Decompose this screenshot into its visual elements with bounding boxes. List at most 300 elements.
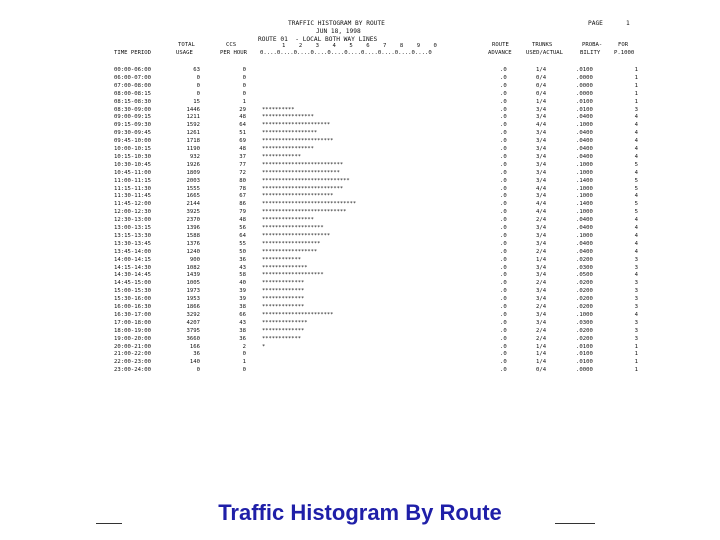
table-row <box>0 74 720 82</box>
cell-trunks: 3/4 <box>536 193 547 200</box>
cell-route-advance: .0 <box>500 264 507 271</box>
cell-trunks: 4/4 <box>536 122 547 129</box>
cell-for: 3 <box>634 319 638 326</box>
cell-ccs: 77 <box>239 161 246 168</box>
table-row <box>0 145 720 153</box>
cell-trunks: 3/4 <box>536 161 547 168</box>
cell-trunks: 3/4 <box>536 288 547 295</box>
cell-route-advance: .0 <box>500 272 507 279</box>
cell-time-period: 12:30-13:00 <box>114 217 152 224</box>
histogram-bar: ************** <box>262 264 308 271</box>
cell-for: 4 <box>634 153 638 160</box>
cell-probability: .0000 <box>576 90 593 97</box>
cell-total-usage: 1261 <box>186 130 200 137</box>
cell-route-advance: .0 <box>500 153 507 160</box>
histogram-bar: ********************** <box>262 138 334 145</box>
cell-trunks: 0/4 <box>536 367 547 374</box>
cell-probability: .0400 <box>576 217 593 224</box>
cell-route-advance: .0 <box>500 248 507 255</box>
cell-probability: .0400 <box>576 153 593 160</box>
cell-for: 1 <box>634 82 638 89</box>
histogram-bar: ********** <box>262 106 295 113</box>
cell-total-usage: 140 <box>189 359 200 366</box>
cell-ccs: 29 <box>239 106 246 113</box>
cell-total-usage: 3660 <box>186 335 200 342</box>
cell-trunks: 3/4 <box>536 264 547 271</box>
header-time-period: TIME PERIOD <box>114 50 152 56</box>
table-row <box>0 161 720 169</box>
cell-route-advance: .0 <box>500 359 507 366</box>
cell-total-usage: 0 <box>196 90 200 97</box>
cell-route-advance: .0 <box>500 106 507 113</box>
cell-route-advance: .0 <box>500 74 507 81</box>
cell-total-usage: 1005 <box>186 280 200 287</box>
histogram-bar: ************** <box>262 319 308 326</box>
cell-probability: .1000 <box>576 311 593 318</box>
cell-probability: .0400 <box>576 240 593 247</box>
cell-for: 1 <box>634 98 638 105</box>
cell-route-advance: .0 <box>500 351 507 358</box>
cell-for: 1 <box>634 343 638 350</box>
header-prob-1: PROBA- <box>582 42 603 48</box>
cell-time-period: 21:00-22:00 <box>114 351 152 358</box>
header-trunks-1: TRUNKS <box>532 42 553 48</box>
cell-probability: .0200 <box>576 256 593 263</box>
cell-time-period: 11:45-12:00 <box>114 201 152 208</box>
cell-ccs: 80 <box>239 177 246 184</box>
histogram-bar: ************* <box>262 288 305 295</box>
table-row <box>0 343 720 351</box>
cell-time-period: 13:45-14:00 <box>114 248 152 255</box>
cell-time-period: 08:00-08:15 <box>114 90 152 97</box>
cell-time-period: 14:45-15:00 <box>114 280 152 287</box>
cell-for: 1 <box>634 351 638 358</box>
cell-route-advance: .0 <box>500 193 507 200</box>
cell-total-usage: 900 <box>189 256 200 263</box>
cell-total-usage: 4207 <box>186 319 200 326</box>
histogram-bar: ************************** <box>262 209 347 216</box>
histogram-bar: * <box>262 343 266 350</box>
table-row <box>0 192 720 200</box>
page-label: PAGE <box>588 20 603 27</box>
table-row <box>0 208 720 216</box>
cell-time-period: 10:45-11:00 <box>114 169 152 176</box>
histogram-bar: **************** <box>262 114 314 121</box>
cell-time-period: 13:30-13:45 <box>114 240 152 247</box>
table-row <box>0 271 720 279</box>
header-prob-2: BILITY <box>580 50 601 56</box>
cell-route-advance: .0 <box>500 232 507 239</box>
histogram-bar: *************************** <box>262 177 350 184</box>
cell-for: 4 <box>634 248 638 255</box>
table-row <box>0 279 720 287</box>
cell-total-usage: 2003 <box>186 177 200 184</box>
table-row <box>0 327 720 335</box>
cell-time-period: 22:00-23:00 <box>114 359 152 366</box>
cell-for: 3 <box>634 264 638 271</box>
cell-ccs: 0 <box>242 367 246 374</box>
cell-ccs: 40 <box>239 280 246 287</box>
table-row <box>0 82 720 90</box>
cell-time-period: 14:15-14:30 <box>114 264 152 271</box>
cell-probability: .0200 <box>576 327 593 334</box>
cell-total-usage: 1809 <box>186 169 200 176</box>
cell-for: 4 <box>634 138 638 145</box>
cell-for: 4 <box>634 217 638 224</box>
table-row <box>0 98 720 106</box>
cell-for: 5 <box>634 209 638 216</box>
table-row <box>0 311 720 319</box>
cell-trunks: 0/4 <box>536 82 547 89</box>
header-route-advance-2: ADVANCE <box>488 50 512 56</box>
cell-for: 3 <box>634 335 638 342</box>
table-row <box>0 256 720 264</box>
cell-for: 5 <box>634 185 638 192</box>
cell-route-advance: .0 <box>500 130 507 137</box>
cell-total-usage: 1446 <box>186 106 200 113</box>
cell-ccs: 1 <box>242 98 246 105</box>
cell-total-usage: 1866 <box>186 304 200 310</box>
cell-ccs: 43 <box>239 319 246 326</box>
cell-ccs: 43 <box>239 264 246 271</box>
histogram-bar: ************* <box>262 304 305 310</box>
cell-total-usage: 0 <box>196 82 200 89</box>
histogram-bar: ******************* <box>262 225 324 231</box>
cell-total-usage: 1211 <box>186 114 200 121</box>
table-row <box>0 366 720 374</box>
cell-trunks: 3/4 <box>536 240 547 247</box>
histogram-bar: ************ <box>262 153 301 160</box>
cell-total-usage: 2370 <box>186 217 200 224</box>
table-row <box>0 137 720 145</box>
cell-ccs: 0 <box>242 90 246 97</box>
cell-ccs: 64 <box>239 232 246 239</box>
histogram-bar: ****************** <box>262 240 321 247</box>
cell-route-advance: .0 <box>500 343 507 350</box>
table-row <box>0 224 720 232</box>
cell-route-advance: .0 <box>500 146 507 152</box>
cell-trunks: 3/4 <box>536 272 547 279</box>
cell-total-usage: 1973 <box>186 288 200 295</box>
cell-route-advance: .0 <box>500 217 507 224</box>
cell-for: 4 <box>634 122 638 129</box>
header-scale-dots: 0....0....0....0....0....0....0....0....0....0....0 <box>260 50 432 56</box>
cell-route-advance: .0 <box>500 114 507 121</box>
cell-total-usage: 1953 <box>186 296 200 303</box>
cell-probability: .0500 <box>576 272 593 279</box>
cell-time-period: 15:30-16:00 <box>114 296 152 303</box>
cell-time-period: 09:30-09:45 <box>114 130 152 137</box>
cell-time-period: 14:30-14:45 <box>114 272 152 279</box>
cell-probability: .0200 <box>576 335 593 342</box>
cell-probability: .0100 <box>576 343 593 350</box>
histogram-bar: ************************ <box>262 169 340 176</box>
cell-probability: .1400 <box>576 201 593 208</box>
cell-for: 3 <box>634 256 638 263</box>
cell-route-advance: .0 <box>500 161 507 168</box>
cell-trunks: 2/4 <box>536 280 547 287</box>
cell-ccs: 67 <box>239 193 246 200</box>
cell-time-period: 11:30-11:45 <box>114 193 152 200</box>
table-row <box>0 264 720 272</box>
cell-for: 4 <box>634 193 638 200</box>
cell-ccs: 48 <box>239 217 246 224</box>
histogram-bar: ***************** <box>262 130 318 137</box>
cell-time-period: 17:00-18:00 <box>114 319 152 326</box>
table-row <box>0 303 720 311</box>
cell-time-period: 09:00-09:15 <box>114 114 152 121</box>
cell-for: 4 <box>634 130 638 137</box>
cell-probability: .0400 <box>576 248 593 255</box>
cell-probability: .0200 <box>576 304 593 310</box>
cell-for: 3 <box>634 106 638 113</box>
cell-ccs: 39 <box>239 296 246 303</box>
header-total-usage-2: USAGE <box>176 50 193 56</box>
cell-probability: .0400 <box>576 146 593 152</box>
cell-total-usage: 15 <box>193 98 200 105</box>
cell-time-period: 07:00-08:00 <box>114 82 152 89</box>
table-row <box>0 177 720 185</box>
cell-trunks: 1/4 <box>536 98 547 105</box>
cell-probability: .0000 <box>576 74 593 81</box>
cell-trunks: 3/4 <box>536 296 547 303</box>
cell-route-advance: .0 <box>500 209 507 216</box>
cell-ccs: 64 <box>239 122 246 129</box>
cell-ccs: 48 <box>239 146 246 152</box>
table-row <box>0 200 720 208</box>
header-scale-numbers: 1 2 3 4 5 6 7 8 9 0 <box>282 43 437 49</box>
cell-ccs: 86 <box>239 201 246 208</box>
cell-trunks: 3/4 <box>536 114 547 121</box>
header-ccs-2: PER HOUR <box>220 50 247 56</box>
cell-ccs: 0 <box>242 74 246 81</box>
cell-route-advance: .0 <box>500 280 507 287</box>
cell-total-usage: 0 <box>196 74 200 81</box>
table-row <box>0 335 720 343</box>
table-row <box>0 295 720 303</box>
cell-trunks: 3/4 <box>536 153 547 160</box>
cell-for: 4 <box>634 146 638 152</box>
cell-route-advance: .0 <box>500 311 507 318</box>
cell-time-period: 10:00-10:15 <box>114 146 152 152</box>
table-row <box>0 129 720 137</box>
table-row <box>0 240 720 248</box>
cell-for: 4 <box>634 311 638 318</box>
histogram-bar: ************* <box>262 280 305 287</box>
cell-total-usage: 1190 <box>186 146 200 152</box>
cell-for: 3 <box>634 304 638 310</box>
cell-probability: .1000 <box>576 169 593 176</box>
cell-probability: .0400 <box>576 130 593 137</box>
cell-probability: .0100 <box>576 359 593 366</box>
cell-total-usage: 1082 <box>186 264 200 271</box>
histogram-bar: **************** <box>262 217 314 224</box>
cell-trunks: 2/4 <box>536 217 547 224</box>
route-line: ROUTE 01 - LOCAL BOTH WAY LINES <box>258 36 378 43</box>
histogram-bar: ********************** <box>262 311 334 318</box>
cell-ccs: 0 <box>242 67 246 73</box>
cell-trunks: 2/4 <box>536 304 547 310</box>
table-row <box>0 106 720 114</box>
cell-trunks: 3/4 <box>536 319 547 326</box>
histogram-bar: ******************* <box>262 272 324 279</box>
cell-time-period: 11:15-11:30 <box>114 185 152 192</box>
cell-probability: .0300 <box>576 264 593 271</box>
cell-probability: .1000 <box>576 232 593 239</box>
cell-probability: .1000 <box>576 209 593 216</box>
report-title: TRAFFIC HISTOGRAM BY ROUTE <box>288 20 385 27</box>
cell-time-period: 13:15-13:30 <box>114 232 152 239</box>
table-row <box>0 350 720 358</box>
cell-for: 1 <box>634 359 638 366</box>
cell-for: 5 <box>634 177 638 184</box>
cell-route-advance: .0 <box>500 296 507 303</box>
cell-total-usage: 1240 <box>186 248 200 255</box>
cell-probability: .1400 <box>576 177 593 184</box>
cell-time-period: 11:00-11:15 <box>114 177 152 184</box>
cell-ccs: 66 <box>239 311 246 318</box>
cell-trunks: 3/4 <box>536 106 547 113</box>
cell-route-advance: .0 <box>500 319 507 326</box>
cell-for: 3 <box>634 296 638 303</box>
cell-trunks: 4/4 <box>536 201 547 208</box>
cell-probability: .0100 <box>576 98 593 105</box>
table-row <box>0 121 720 129</box>
cell-trunks: 3/4 <box>536 225 547 231</box>
cell-trunks: 1/4 <box>536 67 547 73</box>
table-row <box>0 287 720 295</box>
cell-total-usage: 36 <box>193 351 200 358</box>
cell-total-usage: 1439 <box>186 272 200 279</box>
cell-ccs: 0 <box>242 82 246 89</box>
caption-title: Traffic Histogram By Route <box>218 500 502 525</box>
cell-ccs: 36 <box>239 256 246 263</box>
cell-time-period: 15:00-15:30 <box>114 288 152 295</box>
cell-time-period: 10:15-10:30 <box>114 153 152 160</box>
histogram-bar: ********************* <box>262 122 331 129</box>
cell-time-period: 16:30-17:00 <box>114 311 152 318</box>
cell-time-period: 09:45-10:00 <box>114 138 152 145</box>
cell-trunks: 2/4 <box>536 327 547 334</box>
cell-route-advance: .0 <box>500 67 507 73</box>
header-total-usage-1: TOTAL <box>178 42 195 48</box>
page-number: 1 <box>626 20 630 27</box>
cell-ccs: 50 <box>239 248 246 255</box>
histogram-bar: ************************* <box>262 161 344 168</box>
cell-for: 3 <box>634 280 638 287</box>
cell-route-advance: .0 <box>500 169 507 176</box>
cell-trunks: 3/4 <box>536 177 547 184</box>
cell-time-period: 08:30-09:00 <box>114 106 152 113</box>
cell-ccs: 36 <box>239 335 246 342</box>
cell-for: 1 <box>634 367 638 374</box>
cell-total-usage: 1592 <box>186 122 200 129</box>
cell-trunks: 3/4 <box>536 311 547 318</box>
cell-probability: .0000 <box>576 82 593 89</box>
cell-probability: .0100 <box>576 67 593 73</box>
cell-total-usage: 1376 <box>186 240 200 247</box>
table-row <box>0 113 720 121</box>
histogram-bar: **************** <box>262 146 314 152</box>
cell-route-advance: .0 <box>500 256 507 263</box>
cell-for: 4 <box>634 232 638 239</box>
cell-route-advance: .0 <box>500 335 507 342</box>
cell-probability: .0200 <box>576 280 593 287</box>
table-row <box>0 153 720 161</box>
cell-route-advance: .0 <box>500 201 507 208</box>
cell-probability: .0400 <box>576 114 593 121</box>
histogram-bar: ************* <box>262 327 305 334</box>
cell-for: 5 <box>634 201 638 208</box>
header-trunks-2: USED/ACTUAL <box>526 50 564 56</box>
cell-ccs: 38 <box>239 327 246 334</box>
cell-time-period: 19:00-20:00 <box>114 335 152 342</box>
cell-probability: .0400 <box>576 138 593 145</box>
cell-total-usage: 166 <box>189 343 200 350</box>
cell-for: 3 <box>634 288 638 295</box>
cell-total-usage: 1396 <box>186 225 200 231</box>
cell-ccs: 39 <box>239 288 246 295</box>
cell-for: 4 <box>634 272 638 279</box>
table-row <box>0 216 720 224</box>
histogram-bar: ************ <box>262 335 301 342</box>
cell-time-period: 13:00-13:15 <box>114 225 152 231</box>
table-row <box>0 358 720 366</box>
histogram-bar: ************************* <box>262 185 344 192</box>
cell-trunks: 3/4 <box>536 130 547 137</box>
cell-route-advance: .0 <box>500 82 507 89</box>
cell-probability: .0100 <box>576 106 593 113</box>
cell-trunks: 3/4 <box>536 232 547 239</box>
cell-trunks: 4/4 <box>536 209 547 216</box>
cell-route-advance: .0 <box>500 288 507 295</box>
cell-trunks: 2/4 <box>536 335 547 342</box>
cell-probability: .1000 <box>576 185 593 192</box>
cell-route-advance: .0 <box>500 90 507 97</box>
histogram-bar: ***************** <box>262 248 318 255</box>
cell-for: 1 <box>634 74 638 81</box>
cell-route-advance: .0 <box>500 304 507 310</box>
cell-total-usage: 1555 <box>186 185 200 192</box>
cell-total-usage: 1588 <box>186 232 200 239</box>
table-row <box>0 232 720 240</box>
header-ccs-1: CCS <box>226 42 237 48</box>
cell-for: 5 <box>634 161 638 168</box>
cell-time-period: 14:00-14:15 <box>114 256 152 263</box>
cell-ccs: 79 <box>239 209 246 216</box>
cell-route-advance: .0 <box>500 177 507 184</box>
cell-time-period: 08:15-08:30 <box>114 98 152 105</box>
cell-trunks: 4/4 <box>536 185 547 192</box>
cell-time-period: 06:00-07:00 <box>114 74 152 81</box>
cell-route-advance: .0 <box>500 225 507 231</box>
cell-for: 4 <box>634 169 638 176</box>
cell-ccs: 78 <box>239 185 246 192</box>
cell-for: 4 <box>634 225 638 231</box>
cell-time-period: 20:00-21:00 <box>114 343 152 350</box>
cell-route-advance: .0 <box>500 138 507 145</box>
table-row <box>0 90 720 98</box>
cell-time-period: 18:00-19:00 <box>114 327 152 334</box>
cell-total-usage: 932 <box>189 153 200 160</box>
cell-ccs: 1 <box>242 359 246 366</box>
histogram-bar: ********************** <box>262 193 334 200</box>
cell-total-usage: 1665 <box>186 193 200 200</box>
cell-route-advance: .0 <box>500 240 507 247</box>
cell-for: 1 <box>634 67 638 73</box>
cell-probability: .1000 <box>576 122 593 129</box>
histogram-bar: ************ <box>262 256 301 263</box>
